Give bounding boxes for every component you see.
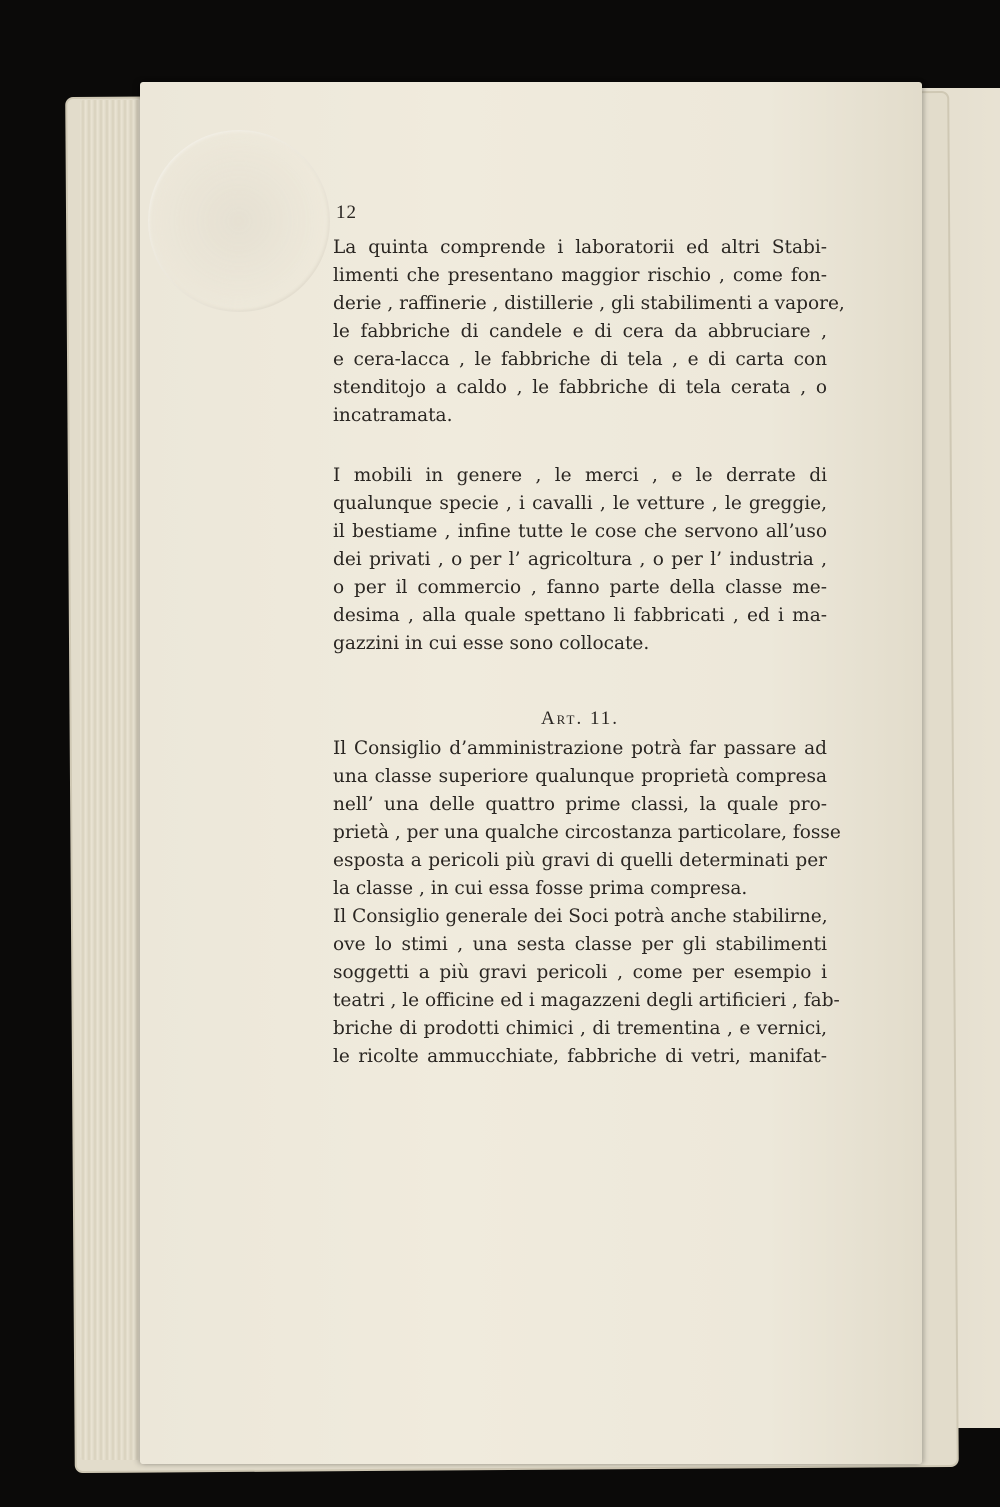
text-line: le fabbriche di candele e di cera da abbruciare , (333, 321, 827, 342)
article-heading: Art. 11. (540, 708, 620, 729)
text-line: teatri , le officine ed i magazzeni degli artificieri , fab- (333, 990, 840, 1011)
page-number: 12 (336, 202, 357, 223)
text-line: stenditojo a caldo , le fabbriche di tela cerata , o (333, 377, 827, 398)
text-line: I mobili in genere , le merci , e le derrate di (333, 465, 827, 486)
text-line: La quinta comprende i laboratorii ed altri Stabi- (333, 237, 827, 258)
text-line: una classe superiore qualunque proprietà compresa (333, 766, 827, 787)
text-line: esposta a pericoli più gravi di quelli determinati per (333, 850, 827, 871)
text-line: Il Consiglio generale dei Soci potrà anche stabilirne, (333, 906, 828, 927)
text-line: briche di prodotti chimici , di trementina , e vernici, (333, 1018, 827, 1039)
text-line: il bestiame , infine tutte le cose che servono all’uso (333, 521, 827, 542)
text-line: e cera-lacca , le fabbriche di tela , e di carta con (333, 349, 827, 370)
text-line: derie , raffinerie , distillerie , gli stabilimenti a vapore, (333, 293, 845, 314)
text-line: nell’ una delle quattro prime classi, la quale pro- (333, 794, 827, 815)
text-line: gazzini in cui esse sono collocate. (333, 633, 650, 654)
text-line: limenti che presentano maggior rischio , come fon- (333, 265, 827, 286)
text-line: incatramata. (333, 405, 453, 426)
text-line: le ricolte ammucchiate, fabbriche di vetri, manifat- (333, 1046, 827, 1067)
text-line: dei privati , o per l’ agricoltura , o per l’ industria , (333, 549, 827, 570)
text-line: Il Consiglio d’amministrazione potrà far passare ad (333, 738, 827, 759)
text-line: prietà , per una qualche circostanza particolare, fosse (333, 822, 841, 843)
text-line: o per il commercio , fanno parte della classe me- (333, 577, 827, 598)
text-line: desima , alla quale spettano li fabbricati , ed i ma- (333, 605, 827, 626)
text-line: la classe , in cui essa fosse prima compresa. (333, 878, 748, 899)
text-line: soggetti a più gravi pericoli , come per esempio i (333, 962, 827, 983)
text-line: ove lo stimi , una sesta classe per gli stabilimenti (333, 934, 827, 955)
text-line: qualunque specie , i cavalli , le vetture , le greggie, (333, 493, 827, 514)
embossed-seal (148, 130, 330, 312)
